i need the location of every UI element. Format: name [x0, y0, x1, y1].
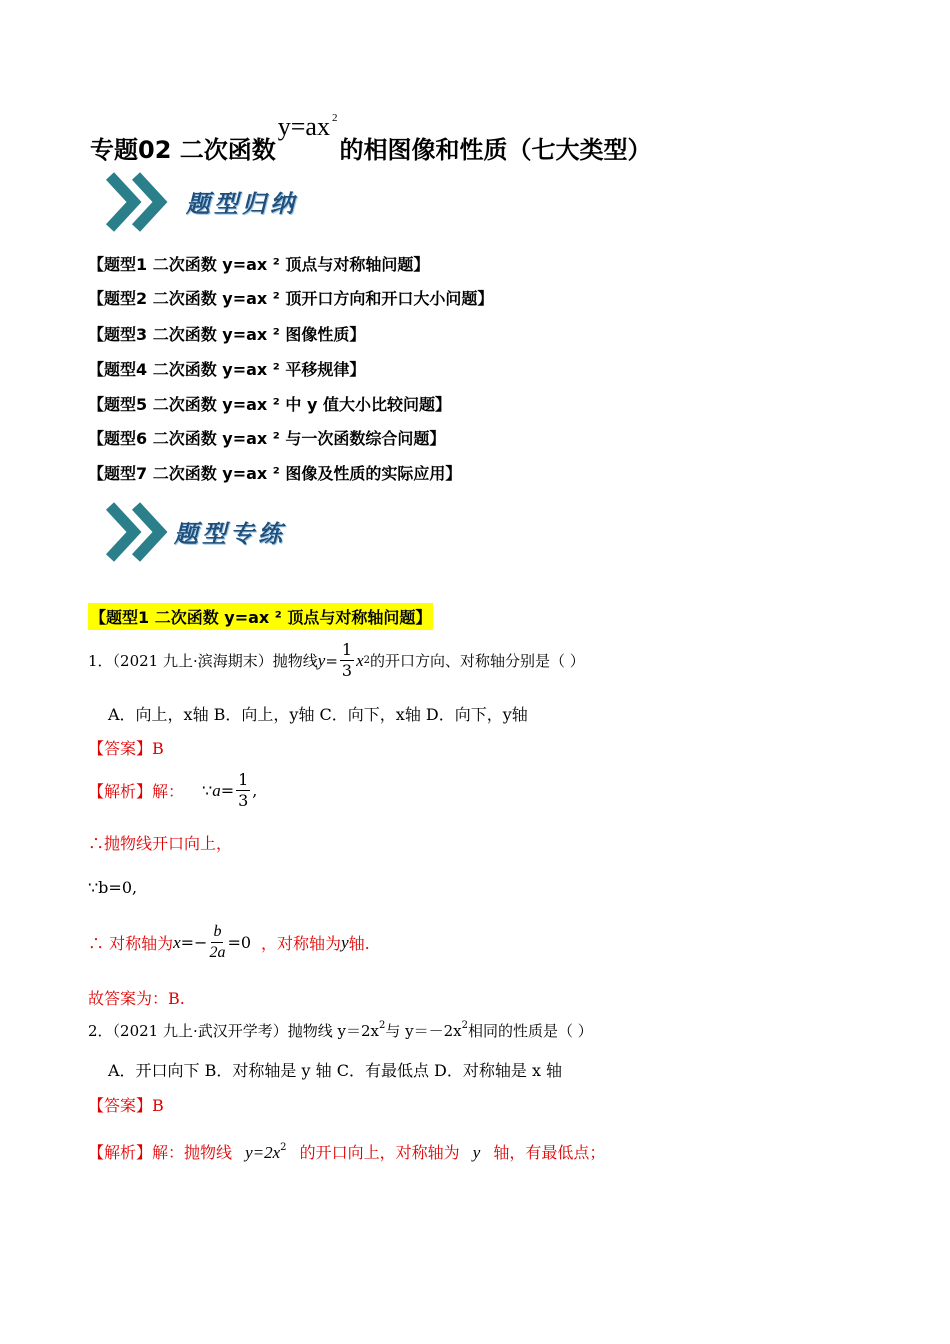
title-head: 专题02 二次函数	[90, 136, 276, 164]
double-chevron-icon	[104, 502, 184, 562]
analysis-line-b: ∵b=0,	[88, 878, 138, 897]
title-formula: y=ax $^2$	[277, 112, 338, 141]
question-2-answer: 【答案】B	[88, 1096, 164, 1115]
toc-item-1: 【题型1 二次函数 y=ax ² 顶点与对称轴问题】	[88, 255, 430, 274]
toc-item-3: 【题型3 二次函数 y=ax ² 图像性质】	[88, 325, 366, 344]
question-1-answer: 【答案】B	[88, 739, 164, 758]
question-2-options: A．开口向下 B．对称轴是 y 轴 C．有最低点 D．对称轴是 x 轴	[108, 1061, 563, 1080]
question-1-stem: 1．（2021 九上·滨海期末）抛物线 y = $\frac{1}{3}$ x 2 的开口方向、对称轴分别是（ ）	[88, 640, 585, 680]
toc-item-6: 【题型6 二次函数 y=ax ² 与一次函数综合问题】	[88, 429, 446, 448]
title-rest: 的相图像和性质（七大类型）	[339, 136, 652, 164]
double-chevron-icon	[104, 172, 184, 232]
question-1-options: A．向上，x轴 B．向上，y轴 C．向下，x轴 D．向下，y轴	[108, 705, 528, 724]
toc-item-5: 【题型5 二次函数 y=ax ² 中 y 值大小比较问题】	[88, 395, 451, 414]
toc-item-7: 【题型7 二次函数 y=ax ² 图像及性质的实际应用】	[88, 464, 462, 483]
section-banner-practice	[104, 502, 424, 562]
question-1-analysis: 【解析】解： ∵ a = $\frac{1}{3}$ ,	[88, 770, 258, 810]
toc-item-4: 【题型4 二次函数 y=ax ² 平移规律】	[88, 360, 366, 379]
page-title	[90, 112, 652, 165]
question-2-analysis: 【解析】解：抛物线 $y=2x^2$ 的开口向上，对称轴为 y 轴，有最低点；	[88, 1142, 606, 1162]
analysis-line-axis: ∴ 对称轴为 x =− $\frac{b}{2a}$ =0 ，对称轴为 y 轴.	[88, 923, 370, 961]
section-heading-1: 【题型1 二次函数 y=ax ² 顶点与对称轴问题】	[88, 603, 433, 630]
toc-item-2: 【题型2 二次函数 y=ax ² 顶开口方向和开口大小问题】	[88, 289, 494, 308]
analysis-conclusion: 故答案为：B.	[88, 989, 185, 1008]
analysis-line-open: ∴抛物线开口向上，	[88, 834, 233, 853]
banner-label: 题型归纳	[186, 190, 298, 218]
question-2-stem: 2．（2021 九上·武汉开学考）抛物线 $y=2x^2$与 $y=-2x^2$相同的性质是（ ）	[88, 1020, 593, 1040]
banner-label: 题型专练	[174, 520, 286, 548]
section-banner-summary	[104, 172, 424, 232]
